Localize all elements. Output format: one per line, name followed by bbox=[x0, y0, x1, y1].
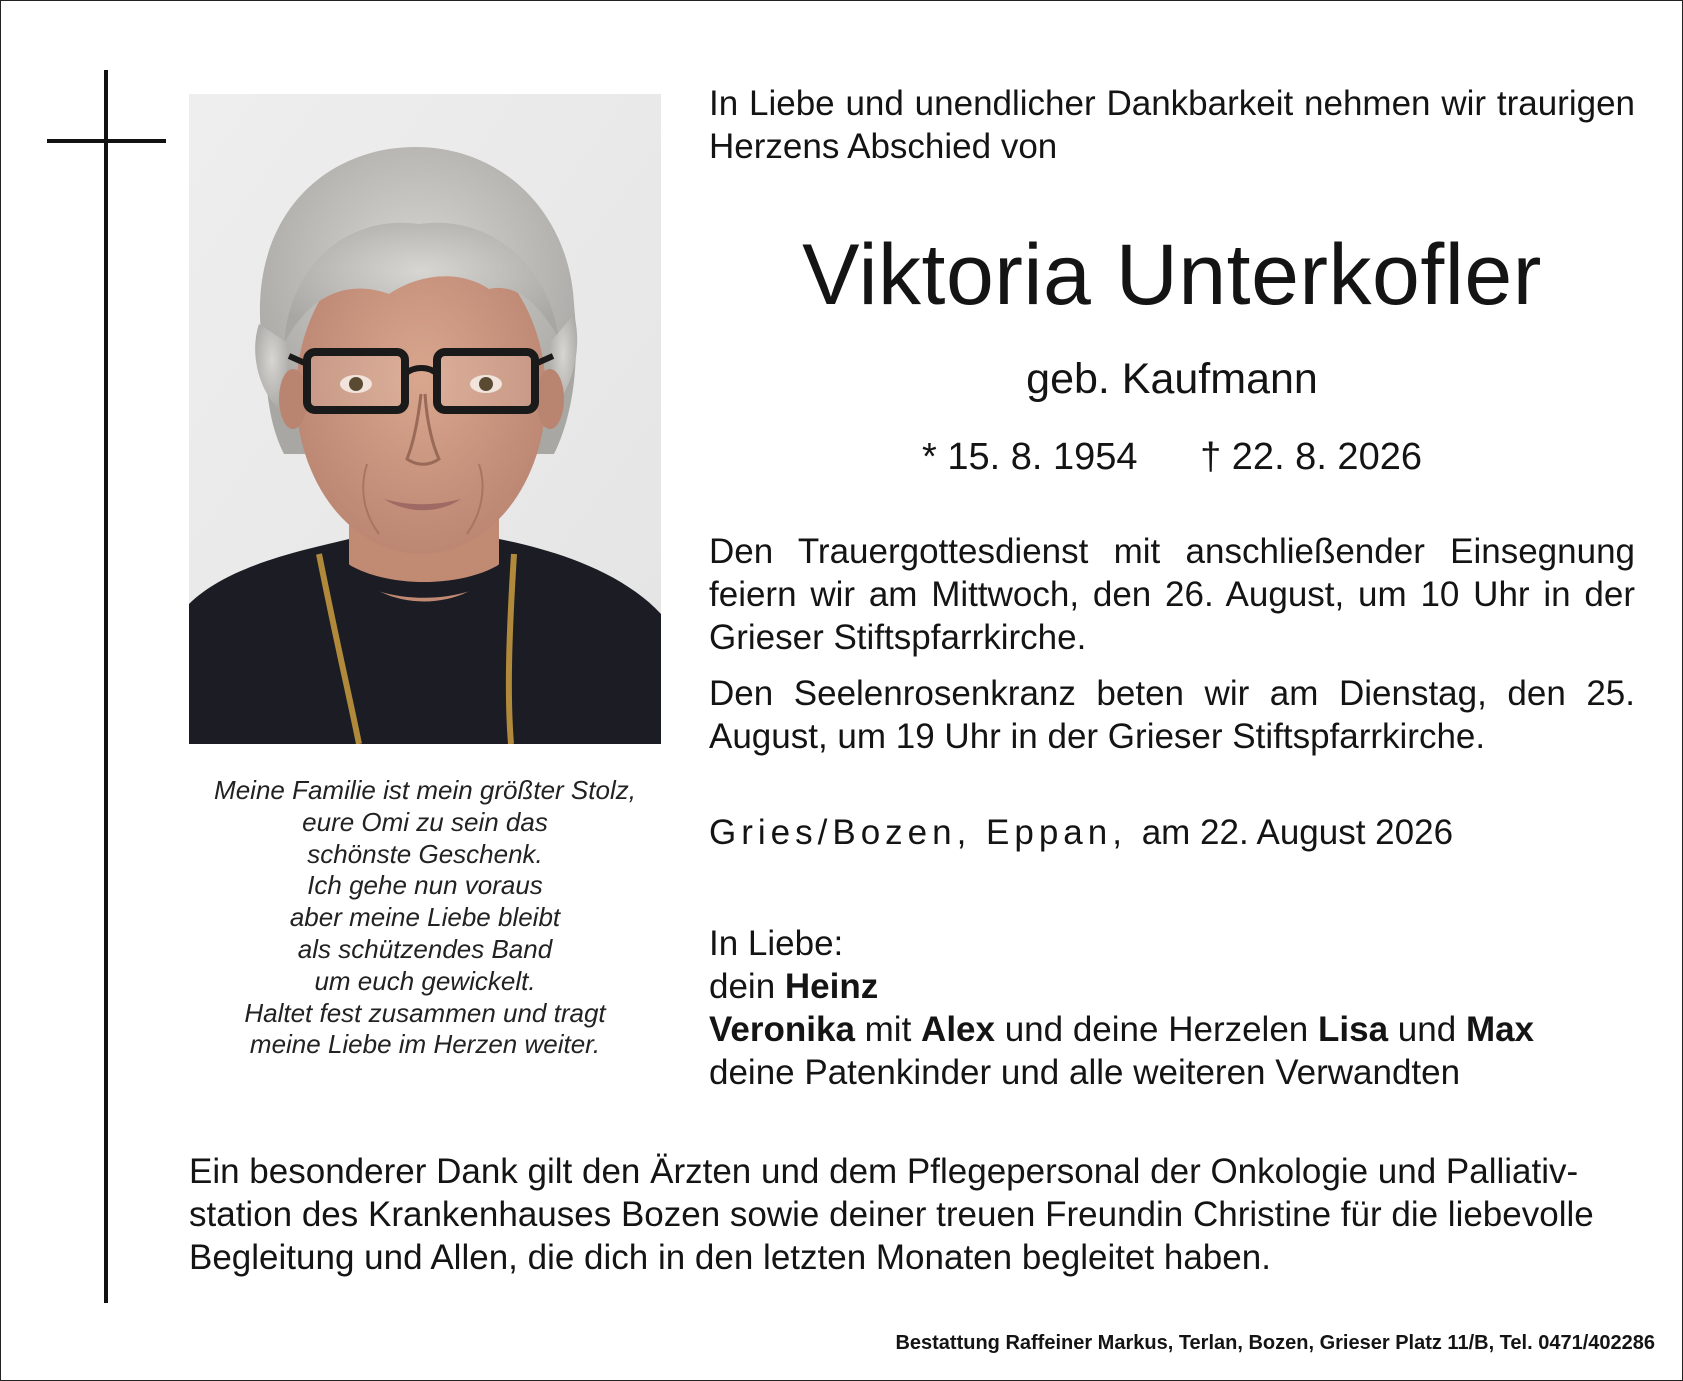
mourners-line-1 bbox=[709, 965, 1635, 1008]
mourner-name: Lisa bbox=[1318, 1010, 1389, 1049]
mourners bbox=[709, 922, 1635, 1094]
poem bbox=[189, 775, 661, 1061]
mourner-name: Veronika bbox=[709, 1010, 855, 1049]
mourners-heading: In Liebe: bbox=[709, 924, 844, 963]
poem-line: schönste Geschenk. bbox=[307, 838, 543, 869]
mourner-name: Heinz bbox=[784, 967, 879, 1006]
mourners-text: und deine Herzelen bbox=[1004, 1010, 1309, 1049]
birth-date: * 15. 8. 1954 bbox=[922, 436, 1138, 478]
mourners-text: dein bbox=[709, 967, 776, 1006]
poem-line: eure Omi zu sein das bbox=[302, 806, 548, 837]
poem-line: Haltet fest zusammen und tragt bbox=[244, 997, 606, 1028]
cross-horizontal-bar bbox=[47, 139, 166, 143]
place: Gries/Bozen, Eppan, bbox=[709, 813, 1127, 852]
poem-line: als schützendes Band bbox=[297, 933, 553, 964]
funeral-mass-text: Den Trauergottesdienst mit anschließender Einsegnung feiern wir am Mittwoch, den 26. August, um 10 Uhr in der Grieser Stiftspfarrkirche. bbox=[709, 532, 1635, 657]
mourner-name: Max bbox=[1465, 1010, 1535, 1049]
birth-name: geb. Kaufmann bbox=[1026, 355, 1318, 403]
poem-line: Ich gehe nun voraus bbox=[307, 870, 543, 901]
rosary-text: Den Seelenrosenkranz beten wir am Dienstag, den 25. August, um 19 Uhr in der Grieser Stiftspfarrkirche. bbox=[709, 674, 1635, 756]
notice-date: am 22. August 2026 bbox=[1141, 813, 1454, 852]
mourner-name: Alex bbox=[921, 1010, 995, 1049]
poem-line: meine Liebe im Herzen weiter. bbox=[249, 1029, 601, 1060]
mourners-text: mit bbox=[864, 1010, 912, 1049]
mourners-line-2 bbox=[709, 1008, 1635, 1051]
life-dates bbox=[709, 432, 1635, 482]
poem-line: aber meine Liebe bleibt bbox=[289, 902, 561, 933]
place-date bbox=[709, 811, 1635, 854]
funeral-home-footer: Bestattung Raffeiner Markus, Terlan, Bozen, Grieser Platz 11/B, Tel. 0471/402286 bbox=[895, 1332, 1655, 1354]
deceased-name: Viktoria Unterkofler bbox=[802, 227, 1542, 323]
thanks-line: station des Krankenhauses Bozen sowie deiner treuen Freundin Christine für die liebevolle bbox=[189, 1195, 1594, 1234]
poem-line: um euch gewickelt. bbox=[314, 965, 536, 996]
death-date: † 22. 8. 2026 bbox=[1200, 436, 1422, 478]
portrait-illustration bbox=[189, 94, 661, 744]
poem-line: Meine Familie ist mein größter Stolz, bbox=[214, 775, 636, 805]
mourners-line-3: deine Patenkinder und alle weiteren Verwandten bbox=[709, 1053, 1461, 1092]
thanks-line: Ein besonderer Dank gilt den Ärzten und dem Pflegepersonal der Onkologie und Palliativ- bbox=[189, 1152, 1579, 1191]
portrait-photo bbox=[189, 94, 661, 744]
thanks-line: Begleitung und Allen, die dich in den letzten Monaten begleitet haben. bbox=[189, 1238, 1271, 1277]
cross-vertical-bar bbox=[104, 70, 108, 1303]
intro-text: In Liebe und unendlicher Dankbarkeit nehmen wir traurigen Herzens Abschied von bbox=[709, 84, 1635, 166]
mourners-text: und bbox=[1397, 1010, 1457, 1049]
thanks-text bbox=[189, 1150, 1635, 1279]
